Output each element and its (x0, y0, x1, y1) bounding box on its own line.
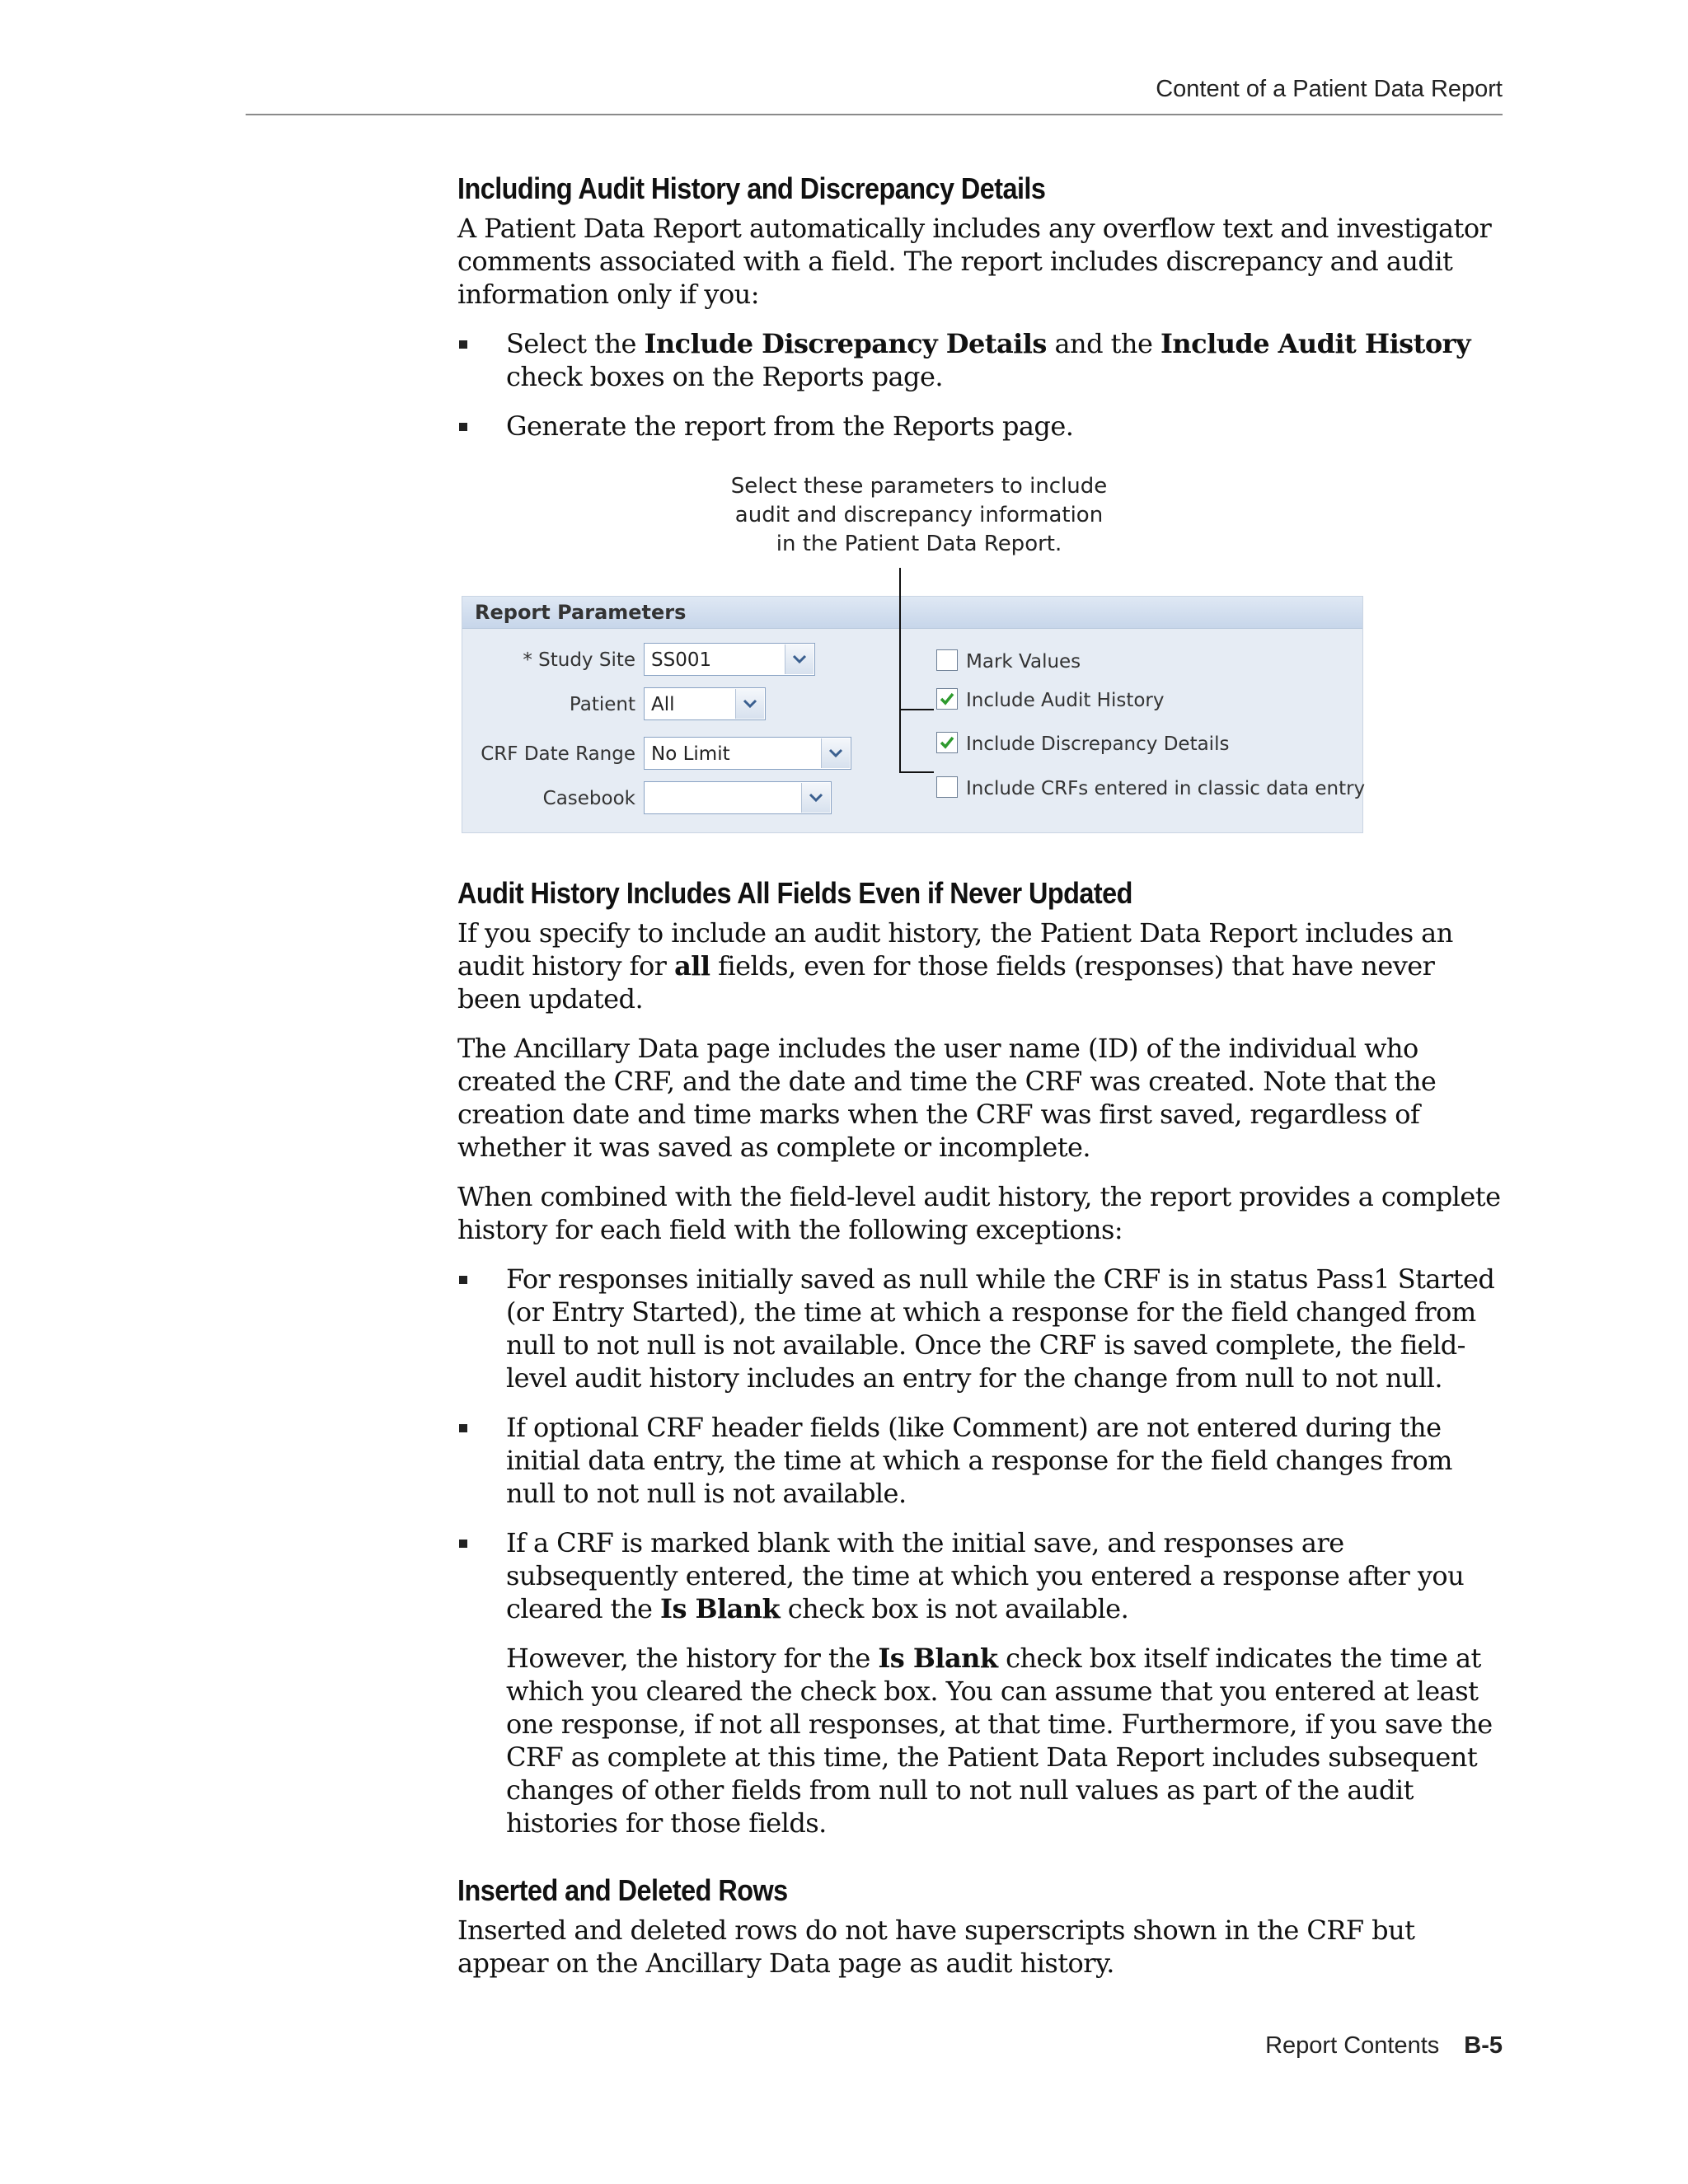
crf-date-range-label: CRF Date Range (481, 743, 635, 765)
chevron-down-icon (821, 738, 850, 768)
list-item: Generate the report from the Reports page. (457, 410, 1504, 443)
list-item: If optional CRF header fields (like Comment) are not entered during the initial data entry, the time at which a response for the field changes from null to not null is not available. (457, 1411, 1504, 1510)
callout-leader-discrepancy (899, 771, 934, 773)
include-audit-history-label: Include Audit History (966, 690, 1165, 711)
section-heading-audit-history: Audit History Includes All Fields Even if Never Updated (457, 876, 1132, 910)
crf-date-range-select[interactable]: No Limit (644, 737, 851, 770)
checkmark-icon (939, 734, 955, 751)
report-parameters-figure (457, 472, 1364, 839)
header-rule (246, 114, 1503, 115)
study-site-select[interactable]: SS001 (644, 643, 815, 676)
page-number: B-5 (1464, 2032, 1503, 2059)
list-item: If a CRF is marked blank with the initial save, and responses are subsequently entered, the time at which you entered a response after you cleared the Is Blank check box is not available. (457, 1526, 1504, 1625)
include-classic-crfs-checkbox[interactable] (936, 776, 958, 798)
patient-label: Patient (569, 694, 635, 715)
section-heading-inserted-deleted: Inserted and Deleted Rows (457, 1873, 788, 1907)
section-heading-audit-discrepancy: Including Audit History and Discrepancy Details (457, 171, 1046, 205)
chevron-down-icon (801, 783, 830, 813)
casebook-select[interactable] (644, 781, 832, 814)
list-item-continuation: However, the history for the Is Blank check box itself indicates the time at which you cleared the check box. You can assume that you entered at least one response, if not all responses, at that time. Furthermore, if you save the CRF as complete at this time, the Patient Data Report includes subsequent changes of other fields from null to not null values as part of the audit histories for those fields. (506, 1643, 1493, 1839)
casebook-label: Casebook (542, 788, 635, 809)
include-discrepancy-details-checkbox[interactable] (936, 732, 958, 753)
panel-title: Report Parameters (462, 597, 1362, 629)
patient-select[interactable]: All (644, 687, 766, 720)
include-classic-crfs-label: Include CRFs entered in classic data entry (966, 778, 1366, 799)
chevron-down-icon (735, 689, 764, 719)
callout-leader-line (899, 568, 901, 773)
running-head: Content of a Patient Data Report (1156, 76, 1503, 102)
report-parameters-panel (462, 596, 1366, 833)
mark-values-label: Mark Values (966, 651, 1081, 673)
include-audit-history-checkbox[interactable] (936, 688, 958, 710)
chevron-down-icon (785, 644, 814, 674)
figure-callout: Select these parameters to include audit and discrepancy information in the Patient Data Report. (730, 474, 1108, 556)
study-site-label: * Study Site (523, 649, 635, 671)
paragraph: When combined with the field-level audit history, the report provides a complete history for each field with the following exceptions: (457, 1181, 1501, 1245)
include-discrepancy-details-label: Include Discrepancy Details (966, 733, 1230, 755)
page-footer (824, 2032, 1503, 2060)
list-item: For responses initially saved as null while the CRF is in status Pass1 Started (or Entry Started), the time at which a response for the field changed from null to not null is not available. Once the CRF is saved complete, the field-level audit history includes an entry for the change from null to not null. (457, 1263, 1504, 1394)
list-item: Select the Include Discrepancy Details and the Include Audit History check boxes on the Reports page. (457, 327, 1504, 393)
paragraph: If you specify to include an audit history, the Patient Data Report includes an audit history for all fields, even for those fields (responses) that have never been updated. (457, 917, 1453, 1015)
callout-leader-audit (899, 709, 934, 710)
mark-values-checkbox[interactable] (936, 649, 958, 671)
paragraph: The Ancillary Data page includes the user name (ID) of the individual who created the CRF, and the date and time the CRF was created. Note that the creation date and time marks when the CRF was first saved, regardless of whether it was saved as complete or incomplete. (457, 1033, 1437, 1163)
intro-paragraph: A Patient Data Report automatically includes any overflow text and investigator comments associated with a field. The report includes discrepancy and audit information only if you: (457, 213, 1492, 310)
footer-title: Report Contents (1265, 2032, 1440, 2059)
paragraph: Inserted and deleted rows do not have superscripts shown in the CRF but appear on the Ancillary Data page as audit history. (457, 1915, 1415, 1979)
page-content (457, 169, 1504, 1980)
checkmark-icon (939, 691, 955, 707)
